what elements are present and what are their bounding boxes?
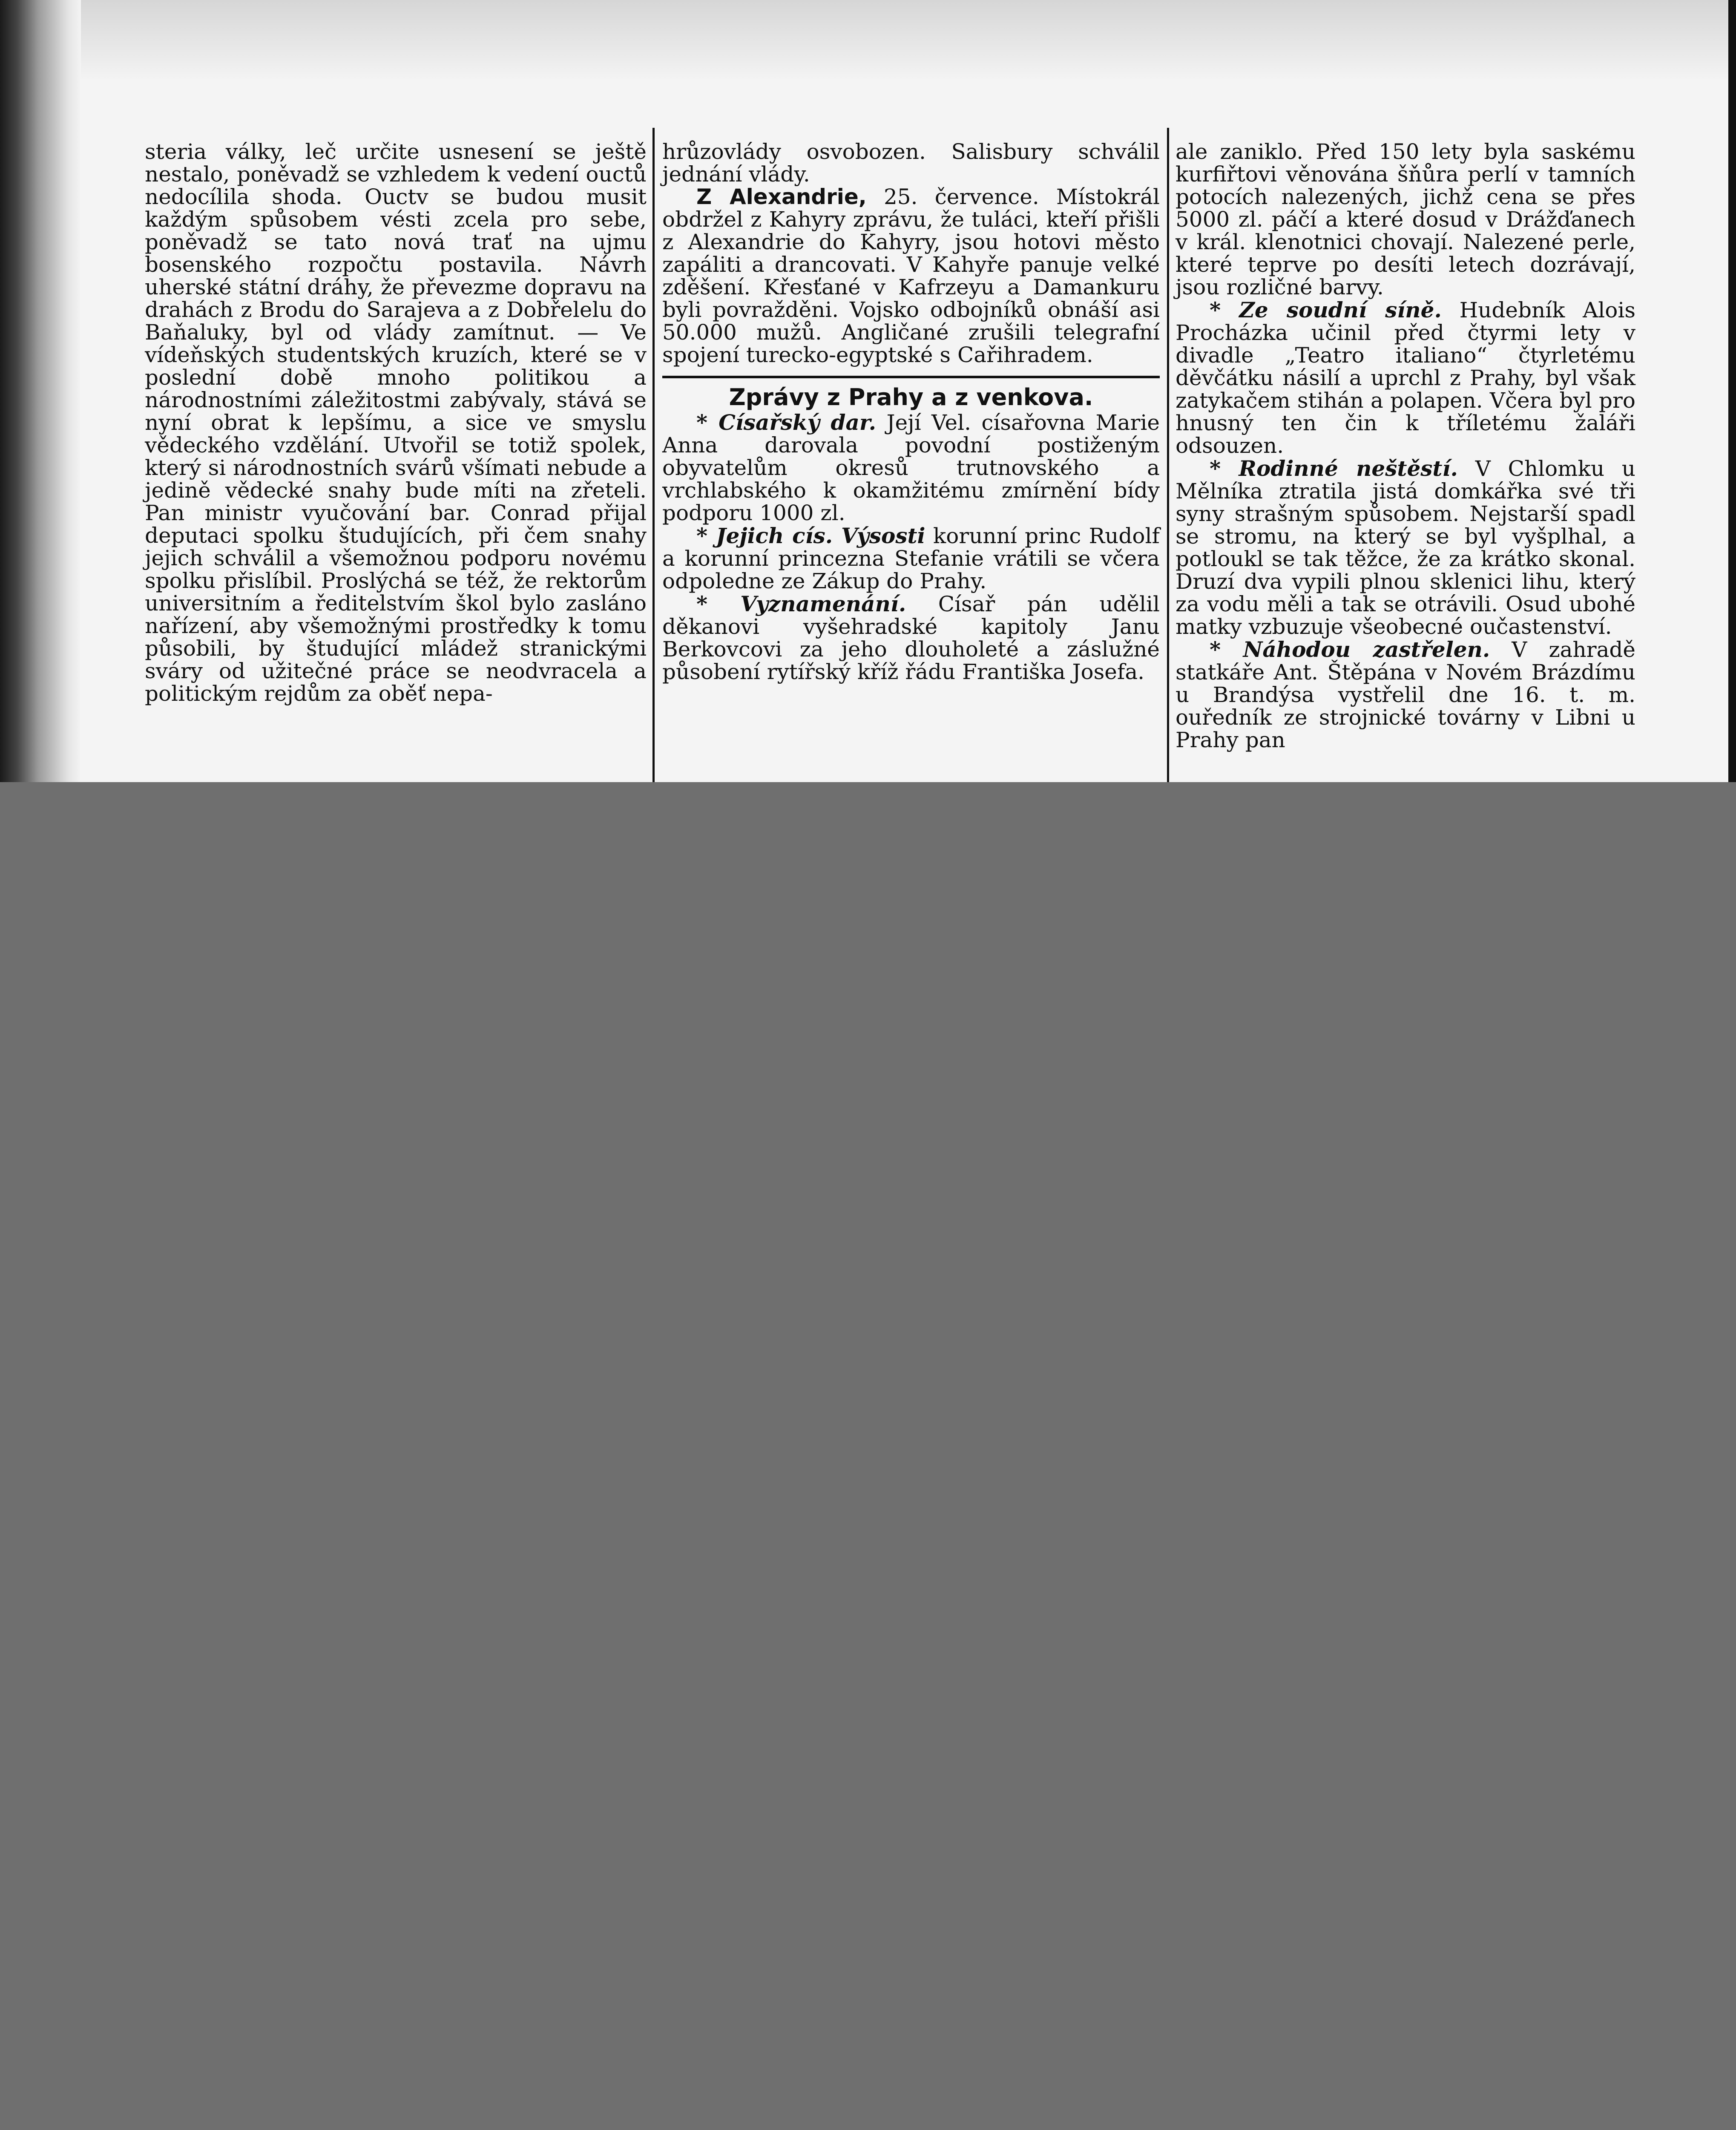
news-item-title: * Jejich cís. Výsosti	[696, 523, 925, 548]
column-rule-2	[1167, 128, 1169, 782]
news-item	[662, 524, 1160, 593]
news-item	[1176, 457, 1635, 638]
news-item-text: korunní princ Rudolf a korunní princezna Stefanie vrátili se včera odpoledne ze Zákup do Prahy.	[662, 524, 1160, 593]
page-shadow-left	[0, 0, 81, 782]
newspaper-page	[0, 0, 1736, 782]
news-item-text: V zahradě statkáře Ant. Štěpána v Novém Brázdímu u Brandýsa vystřelil dne 16. t. m. ouředník ze strojnické továrny v Libni u Prahy pan	[1176, 637, 1635, 752]
news-item-title: * Císařský dar.	[696, 410, 877, 435]
news-item-text: Její Vel. císařovna Marie Anna darovala povodní postiženým obyvatelům okresů trutnovského a vrchlabského k okamžitému zmírnění bídy podporu 1000 zl.	[662, 410, 1160, 525]
column-2-paragraph-1: hrůzovlády osvobozen. Salisbury schválil jednání vlády.	[662, 139, 1160, 187]
news-item-text: V Chlomku u Mělníka ztratila jistá domkářka své tři syny strašným spůsobem. Nejstarší spadl se stromu, na který se byl vyšplhal, a potloukl se tak těžce, že za krátko skonal. Druzí dva vypili plnou sklenici lihu, který za vodu měli a tak se otrávili. Osud ubohé matky vzbuzuje všeobecné oučastenství.	[1176, 456, 1635, 639]
news-item-text: Císař pán udělil děkanovi vyšehradské kapitoly Janu Berkovcovi za jeho dlouholeté a záslužné působení rytířský kříž řádu Františka Josefa.	[662, 592, 1160, 684]
news-item	[662, 593, 1160, 683]
page-shadow-right	[1728, 0, 1736, 782]
news-item-text: Hudebník Alois Procházka učinil před čtyrmi lety v divadle „Teatro italiano“ čtyrletému děvčátku násilí a uprchl z Prahy, byl však zatykačem stihán a polapen. Včera byl pro hnusný ten čin k tříletému žaláři odsouzen.	[1176, 298, 1635, 458]
column-3-paragraph-1: ale zaniklo. Před 150 lety byla saskému kurfiřtovi věnována šňůra perlí v tamních potocích nalezených, jichž cena se přes 5000 zl. páčí a které dosud v Drážďanech v král. klenotnici chovají. Nalezené perle, které teprve po desíti letech dozrávají, jsou rozličné barvy.	[1176, 139, 1635, 299]
column-1	[145, 141, 647, 705]
news-item	[1176, 638, 1635, 751]
news-item	[1176, 299, 1635, 457]
news-item-title: * Ze soudní síně.	[1210, 297, 1442, 322]
blank-scan-area	[0, 782, 1736, 2130]
column-1-text: steria války, leč určite usnesení se ještě nestalo, poněvadž se vzhledem k vedení ouctů nedocílila shoda. Ouctv se budou musit každým spůsobem vésti zcela pro sebe, poněvadž se tato nová trať na ujmu bosenského rozpočtu postavila. Návrh uherské státní dráhy, že převezme dopravu na drahách z Brodu do Sarajeva a z Dobřelelu do Baňaluky, byl od vlády zamítnut. — Ve vídeňských studentských kruzích, které se v poslední době mnoho politikou a národnostními záležitostmi zabývaly, stává se nyní obrat k lepšímu, a sice ve smyslu vědeckého vzdělání. Utvořil se totiž spolek, který si národnostních svárů všímati nebude a jedině vědecké snahy bude míti na zřeteli. Pan ministr vyučování bar. Conrad přijal deputaci spolku študujících, při čem snahy jejich schválil a všemožnou podporu novému spolku přislíbil. Proslýchá se též, že rektorům universitním a ředitelstvím škol bylo zasláno nařízení, aby všemožnými prostředky k tomu působili, by študující mládež stranickými sváry od užitečné práce se neodvracela a politickým rejdům za oběť nepa-	[145, 139, 647, 706]
news-item-title: * Rodinné neštěstí.	[1210, 456, 1458, 481]
section-heading: Zprávy z Prahy a z venkova.	[729, 384, 1093, 411]
alexandria-text: 25. července. Místokrál obdržel z Kahyry zprávu, že tuláci, kteří přišli z Alexandrie do Kahyry, jsou hotovi město zapáliti a drancovati. V Kahyře panuje velké zděšení. Křesťané v Kafrzeyu a Damankuru byli povražděni. Vojsko odbojníků obnáší asi 50.000 mužů. Angličané zrušili telegrafní spojení turecko-egyptské s Cařihradem.	[662, 184, 1160, 367]
section-divider	[662, 376, 1160, 378]
column-rule-1	[652, 128, 655, 782]
news-item	[662, 411, 1160, 524]
news-item-title: * Vyznamenání.	[696, 591, 906, 616]
dateline: Z Alexandrie,	[696, 184, 867, 209]
alexandria-report	[662, 186, 1160, 366]
column-2	[662, 141, 1160, 683]
news-item-title: * Náhodou zastřelen.	[1210, 637, 1490, 662]
column-3	[1176, 141, 1635, 751]
page-shadow-top	[0, 0, 1736, 81]
